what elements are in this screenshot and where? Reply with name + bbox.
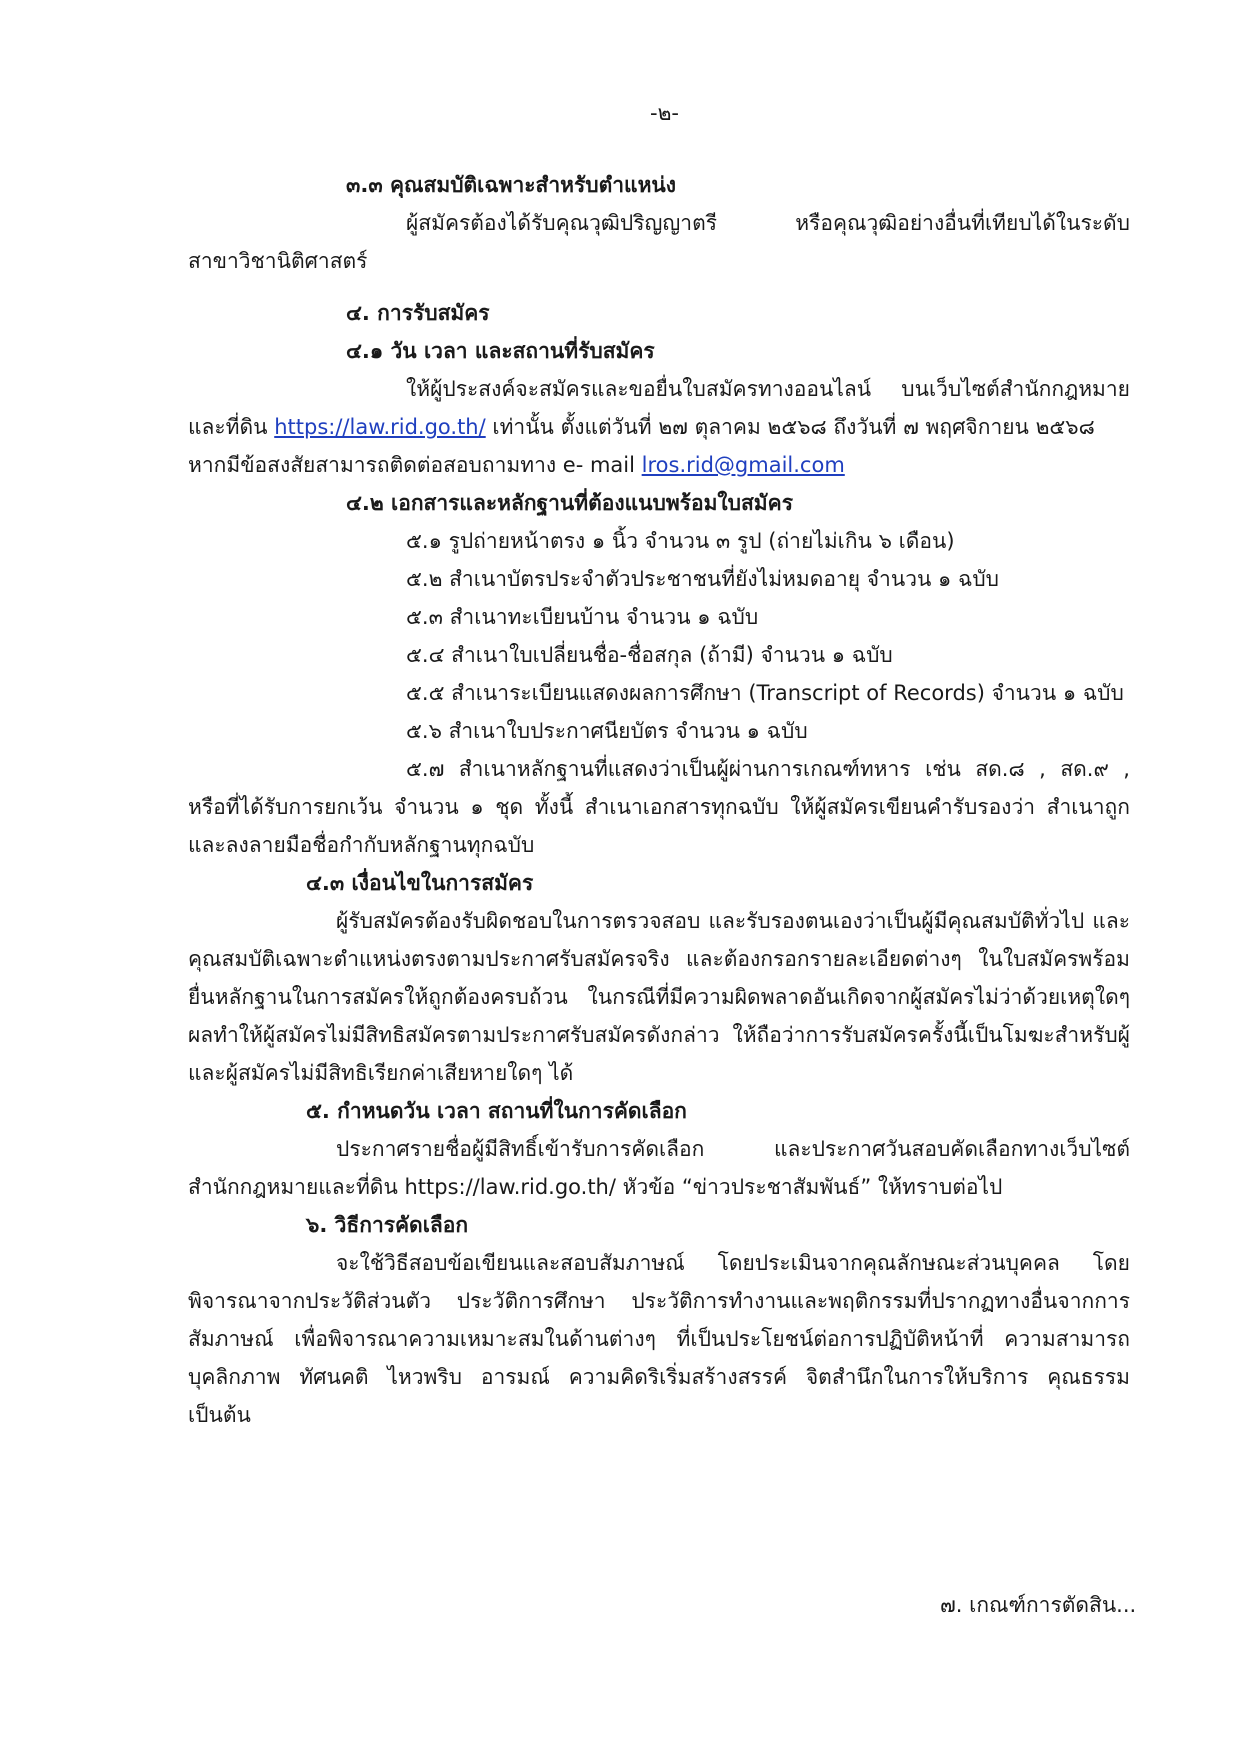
- section-3-3-heading: ๓.๓ คุณสมบัติเฉพาะสำหรับตำแหน่ง: [346, 173, 677, 197]
- continuation-text: ๗. เกณฑ์การตัดสิน...: [940, 1593, 1137, 1617]
- section-4-3-line-5: และผู้สมัครไม่มีสิทธิเรียกค่าเสียหายใดๆ ได้: [188, 1061, 574, 1085]
- document-item-5-3: ๕.๓ สำเนาทะเบียนบ้าน จำนวน ๑ ฉบับ: [406, 605, 759, 629]
- section-6-line-1: จะใช้วิธีสอบข้อเขียนและสอบสัมภาษณ์ โดยประเมินจากคุณลักษณะส่วนบุคคล โดย: [336, 1251, 1130, 1275]
- email-link[interactable]: lros.rid@gmail.com: [641, 453, 845, 477]
- document-item-5-6: ๕.๖ สำเนาใบประกาศนียบัตร จำนวน ๑ ฉบับ: [406, 719, 808, 743]
- section-5-line-1: ประกาศรายชื่อผู้มีสิทธิ์เข้ารับการคัดเลือก และประกาศวันสอบคัดเลือกทางเว็บไซต์: [336, 1137, 1130, 1161]
- section-4-1-line-3: [188, 450, 845, 480]
- section-4-1-line-2: [188, 412, 1095, 442]
- section-4-1-line-2-prefix: และที่ดิน: [188, 415, 268, 439]
- section-4-1-line-2-suffix: เท่านั้น ตั้งแต่วันที่ ๒๗ ตุลาคม ๒๕๖๘ ถึงวันที่ ๗ พฤศจิกายน ๒๕๖๘: [492, 415, 1095, 439]
- section-6-heading: ๖. วิธีการคัดเลือก: [306, 1213, 469, 1237]
- section-5-line-2: สำนักกฎหมายและที่ดิน https://law.rid.go.th/ หัวข้อ “ข่าวประชาสัมพันธ์” ให้ทราบต่อไป: [188, 1175, 1003, 1199]
- document-item-5-4: ๕.๔ สำเนาใบเปลี่ยนชื่อ-ชื่อสกุล (ถ้ามี) จำนวน ๑ ฉบับ: [406, 643, 893, 667]
- document-item-5-5: ๕.๕ สำเนาระเบียนแสดงผลการศึกษา (Transcript of Records) จำนวน ๑ ฉบับ: [406, 681, 1124, 705]
- section-4-3-line-4: ผลทำให้ผู้สมัครไม่มีสิทธิสมัครตามประกาศรับสมัครดังกล่าว ให้ถือว่าการรับสมัครครั้งนี้เป็นโมฆะสำหรับผู้: [188, 1023, 1130, 1047]
- section-4-heading: ๔. การรับสมัคร: [346, 301, 490, 325]
- document-item-5-7-line-3: และลงลายมือชื่อกำกับหลักฐานทุกฉบับ: [188, 833, 535, 857]
- section-4-1-line-3-prefix: หากมีข้อสงสัยสามารถติดต่อสอบถามทาง e- mail: [188, 453, 635, 477]
- section-4-3-line-1: ผู้รับสมัครต้องรับผิดชอบในการตรวจสอบ และรับรองตนเองว่าเป็นผู้มีคุณสมบัติทั่วไป และ: [336, 909, 1130, 933]
- section-6-line-5: เป็นต้น: [188, 1403, 251, 1427]
- document-item-5-7-line-1: ๕.๗ สำเนาหลักฐานที่แสดงว่าเป็นผู้ผ่านการเกณฑ์ทหาร เช่น สด.๘ , สด.๙ ,: [406, 757, 1130, 781]
- section-4-1-line-1: ให้ผู้ประสงค์จะสมัครและขอยื่นใบสมัครทางออนไลน์ บนเว็บไซต์สำนักกฎหมาย: [406, 377, 1130, 401]
- section-6-line-2: พิจารณาจากประวัติส่วนตัว ประวัติการศึกษา ประวัติการทำงานและพฤติกรรมที่ปรากฏทางอื่นจากการ: [188, 1289, 1130, 1313]
- website-link[interactable]: https://law.rid.go.th/: [274, 415, 486, 439]
- section-6-line-3: สัมภาษณ์ เพื่อพิจารณาความเหมาะสมในด้านต่างๆ ที่เป็นประโยชน์ต่อการปฏิบัติหน้าที่ ความสามารถ: [188, 1327, 1130, 1351]
- section-4-2-heading: ๔.๒ เอกสารและหลักฐานที่ต้องแนบพร้อมใบสมัคร: [346, 491, 793, 515]
- section-3-3-line-1: ผู้สมัครต้องได้รับคุณวุฒิปริญญาตรี หรือคุณวุฒิอย่างอื่นที่เทียบได้ในระดับ: [406, 211, 1130, 235]
- section-5-heading: ๕. กำหนดวัน เวลา สถานที่ในการคัดเลือก: [306, 1099, 687, 1123]
- section-4-3-line-2: คุณสมบัติเฉพาะตำแหน่งตรงตามประกาศรับสมัครจริง และต้องกรอกรายละเอียดต่างๆ ในใบสมัครพร้อม: [188, 947, 1130, 971]
- document-item-5-1: ๕.๑ รูปถ่ายหน้าตรง ๑ นิ้ว จำนวน ๓ รูป (ถ่ายไม่เกิน ๖ เดือน): [406, 529, 955, 553]
- page-number: -๒-: [650, 101, 679, 125]
- section-4-3-line-3: ยื่นหลักฐานในการสมัครให้ถูกต้องครบถ้วน ในกรณีที่มีความผิดพลาดอันเกิดจากผู้สมัครไม่ว่าด้วยเหตุใดๆ: [188, 985, 1130, 1009]
- document-item-5-7-line-2: หรือที่ได้รับการยกเว้น จำนวน ๑ ชุด ทั้งนี้ สำเนาเอกสารทุกฉบับ ให้ผู้สมัครเขียนคำรับรองว่า สำเนาถูก: [188, 795, 1130, 819]
- section-3-3-line-2: สาขาวิชานิติศาสตร์: [188, 249, 368, 273]
- section-6-line-4: บุคลิกภาพ ทัศนคติ ไหวพริบ อารมณ์ ความคิดริเริ่มสร้างสรรค์ จิตสำนึกในการให้บริการ คุณธรรม: [188, 1365, 1130, 1389]
- section-4-1-heading: ๔.๑ วัน เวลา และสถานที่รับสมัคร: [346, 339, 655, 363]
- section-4-3-heading: ๔.๓ เงื่อนไขในการสมัคร: [306, 871, 534, 895]
- document-item-5-2: ๕.๒ สำเนาบัตรประจำตัวประชาชนที่ยังไม่หมดอายุ จำนวน ๑ ฉบับ: [406, 567, 999, 591]
